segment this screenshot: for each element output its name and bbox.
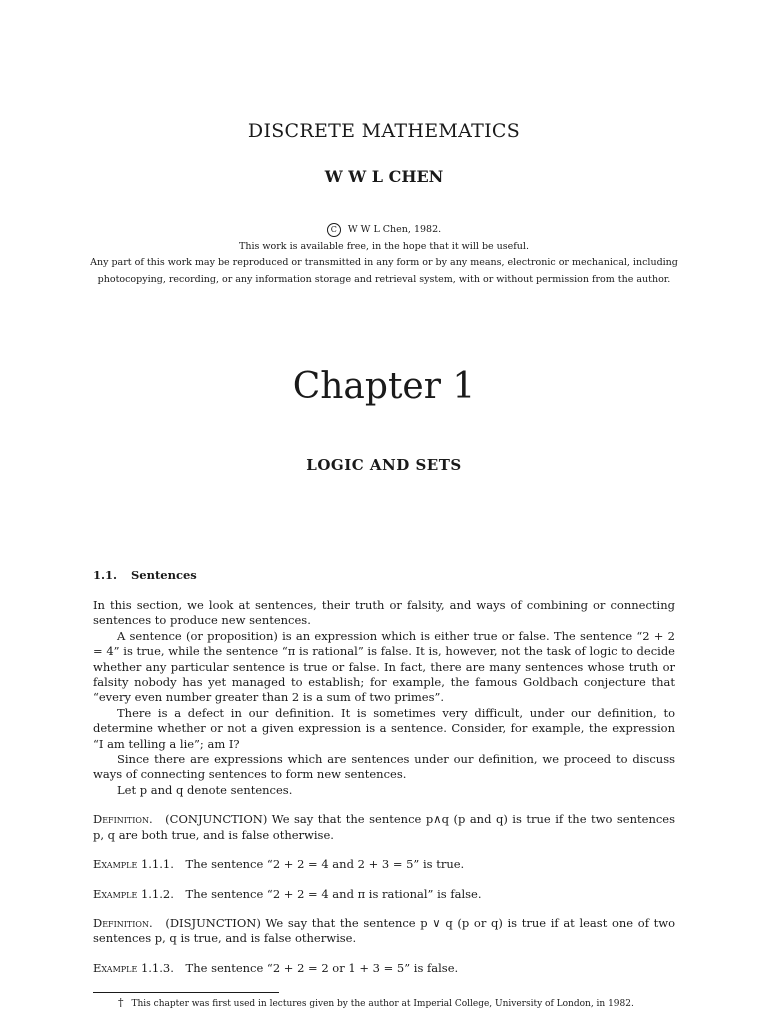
paragraph: Let p and q denote sentences. [117,782,293,797]
document-author: W W L CHEN [324,167,444,186]
section-title: Sentences [131,568,197,582]
document-title: DISCRETE MATHEMATICS [247,120,521,142]
copyright-line-4: photocopying, recording, or any information storage and retrieval system, with or without permission from the author. [97,273,671,285]
footnote-text: This chapter was first used in lectures given by the author at Imperial College, University of London, in 1982. [131,999,634,1009]
block-label: Example 1.1.1. [93,857,174,872]
block-text: (CONJUNCTION) We say that the sentence p∧q (p and q) is true if the two sentences p, q are both true, and is false otherwise. [93,812,676,842]
block-text: The sentence “2 + 2 = 4 and 2 + 3 = 5” is true. [185,857,465,872]
copyright-owner: W W L Chen, 1982. [347,224,442,235]
footnote-divider [93,992,279,993]
copyright-line-1 [0,222,768,239]
copyright-notice [0,222,768,288]
section-number: 1.1. [93,568,118,582]
footnote-mark: † [118,996,124,1009]
chapter-title: LOGIC AND SETS [306,456,462,474]
section-heading [93,568,197,582]
copyright-icon: C [327,223,341,237]
copyright-line-2: This work is available free, in the hope that it will be useful. [239,240,529,252]
definition-block [93,812,675,843]
example-block [93,887,675,902]
body-text [93,598,675,976]
paragraph: A sentence (or proposition) is an expression which is either true or false. The sentence “2 + 2 = 4” is true, while the sentence “π is rational” is false. It is, however, not the task of logic to decide whether any particular sentence is true or false. In fact, there are many sentences whose truth or falsity nobody has yet managed to establish; for example, the famous Goldbach conjecture that “every even number greater than 2 is a sum of two primes”. [93,628,675,705]
copyright-line-3: Any part of this work may be reproduced or transmitted in any form or by any means, electronic or mechanical, including [90,257,678,268]
block-label: Example 1.1.3. [93,960,174,975]
example-block [93,961,675,976]
footnote [118,996,634,1009]
paragraph: In this section, we look at sentences, their truth or falsity, and ways of combining or connecting sentences to produce new sentences. [93,598,675,628]
definition-block [93,916,675,947]
chapter-heading: Chapter 1 [292,366,476,407]
block-label: Example 1.1.2. [93,886,174,901]
paragraph: Since there are expressions which are sentences under our definition, we proceed to discuss ways of connecting sentences to form new sentences. [93,752,675,782]
block-text: (DISJUNCTION) We say that the sentence p ∨ q (p or q) is true if at least one of two sentences p, q is true, and is false otherwise. [93,915,676,946]
paragraph: There is a defect in our definition. It is sometimes very difficult, under our definition, to determine whether or not a given expression is a sentence. Consider, for example, the expression “I am telling a lie”; am I? [93,705,675,751]
block-label: Definition. [93,812,153,827]
block-text: The sentence “2 + 2 = 2 or 1 + 3 = 5” is false. [185,960,459,975]
block-label: Definition. [93,915,153,930]
block-text: The sentence “2 + 2 = 4 and π is rational” is false. [185,886,482,901]
example-block [93,857,675,872]
